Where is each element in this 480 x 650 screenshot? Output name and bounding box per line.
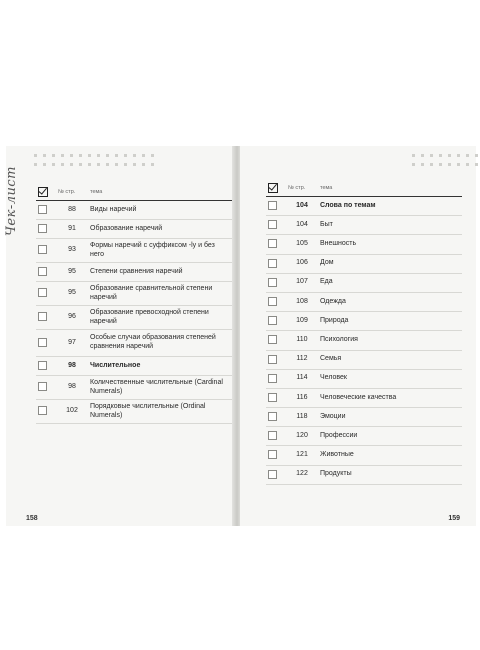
checkbox[interactable]	[268, 335, 277, 344]
checkbox[interactable]	[38, 224, 47, 233]
checkbox-cell	[36, 357, 56, 376]
dot	[421, 154, 424, 157]
dot	[142, 163, 145, 166]
dot	[142, 154, 145, 157]
table-row	[36, 201, 232, 220]
checkbox-cell	[266, 350, 286, 369]
checkbox-cell	[36, 263, 56, 282]
topic-cell: Природа	[318, 312, 462, 331]
topic-cell: Еда	[318, 273, 462, 292]
table-row	[36, 330, 232, 357]
page-number-cell: 116	[286, 388, 318, 407]
topic-cell: Числительное	[88, 357, 232, 376]
table-row	[266, 408, 462, 427]
checkbox-cell	[36, 220, 56, 239]
checkbox[interactable]	[38, 338, 47, 347]
dot	[115, 154, 118, 157]
page-number-cell: 121	[286, 446, 318, 465]
checkbox[interactable]	[268, 278, 277, 287]
checkbox[interactable]	[38, 267, 47, 276]
checkbox[interactable]	[38, 361, 47, 370]
topic-cell: Профессии	[318, 427, 462, 446]
page-number-cell: 95	[56, 282, 88, 306]
topic-col-header: тема	[318, 180, 462, 197]
table-row	[266, 388, 462, 407]
table-row	[36, 306, 232, 330]
dot	[124, 163, 127, 166]
topic-cell: Образование превосходной степени наречий	[88, 306, 232, 330]
checkbox-cell	[266, 235, 286, 254]
dot	[79, 163, 82, 166]
decorative-dots	[34, 154, 154, 166]
dot	[457, 154, 460, 157]
dot	[97, 154, 100, 157]
dot	[88, 163, 91, 166]
checkbox[interactable]	[268, 374, 277, 383]
decorative-dots	[412, 154, 478, 166]
left-page	[6, 146, 234, 526]
table-row	[36, 239, 232, 263]
page-number-cell: 112	[286, 350, 318, 369]
dot	[61, 154, 64, 157]
page-number-cell: 122	[286, 465, 318, 484]
page-number-cell: 97	[56, 330, 88, 357]
checkbox-cell	[266, 408, 286, 427]
checkbox-cell	[36, 400, 56, 424]
dot	[52, 163, 55, 166]
dot	[421, 163, 424, 166]
check-header	[266, 180, 286, 197]
page-number-cell: 95	[56, 263, 88, 282]
table-row	[266, 254, 462, 273]
topic-cell: Внешность	[318, 235, 462, 254]
topic-col-header: тема	[88, 184, 232, 201]
table-row	[36, 282, 232, 306]
page-number-cell: 120	[286, 427, 318, 446]
topic-cell: Слова по темам	[318, 197, 462, 216]
page-number-cell: 104	[286, 216, 318, 235]
table-row	[266, 427, 462, 446]
page-number: 159	[448, 515, 460, 522]
topic-cell: Особые случаи образования степеней сравнения наречий	[88, 330, 232, 357]
topic-cell: Порядковые числительные (Ordinal Numerals)	[88, 400, 232, 424]
table-row	[36, 220, 232, 239]
checkbox[interactable]	[268, 220, 277, 229]
checklist-table-right	[266, 180, 462, 485]
page-col-header: № стр.	[286, 180, 318, 197]
topic-cell: Формы наречий с суффиксом -ly и без него	[88, 239, 232, 263]
checkbox-cell	[266, 446, 286, 465]
topic-cell: Образование наречий	[88, 220, 232, 239]
dot	[70, 163, 73, 166]
checkbox[interactable]	[38, 382, 47, 391]
right-page	[240, 146, 476, 526]
page-number-cell: 91	[56, 220, 88, 239]
table-header	[36, 184, 232, 201]
dot	[466, 154, 469, 157]
dot	[430, 163, 433, 166]
page-number: 158	[26, 515, 38, 522]
dot	[88, 154, 91, 157]
page-number-cell: 88	[56, 201, 88, 220]
checkbox[interactable]	[38, 245, 47, 254]
dot	[448, 163, 451, 166]
page-number-cell: 110	[286, 331, 318, 350]
dot	[124, 154, 127, 157]
checkbox[interactable]	[268, 450, 277, 459]
topic-cell: Одежда	[318, 292, 462, 311]
dot	[133, 163, 136, 166]
table-row	[36, 400, 232, 424]
dot	[79, 154, 82, 157]
table-row	[266, 369, 462, 388]
dot	[52, 154, 55, 157]
page-number-cell: 108	[286, 292, 318, 311]
checkbox[interactable]	[268, 431, 277, 440]
topic-cell: Образование сравнительной степени наречий	[88, 282, 232, 306]
checkbox-cell	[36, 306, 56, 330]
table-row	[266, 292, 462, 311]
dot	[34, 154, 37, 157]
checkbox-cell	[266, 388, 286, 407]
dot	[97, 163, 100, 166]
checkbox[interactable]	[268, 297, 277, 306]
dot	[106, 154, 109, 157]
page-number-cell: 109	[286, 312, 318, 331]
topic-cell: Человеческие качества	[318, 388, 462, 407]
page-number-cell: 102	[56, 400, 88, 424]
topic-cell: Человек	[318, 369, 462, 388]
table-row	[266, 465, 462, 484]
dot	[439, 154, 442, 157]
dot	[61, 163, 64, 166]
checkmark-icon	[38, 187, 48, 197]
checkbox-cell	[266, 369, 286, 388]
topic-cell: Психология	[318, 331, 462, 350]
dot	[412, 163, 415, 166]
dot	[70, 154, 73, 157]
dot	[151, 163, 154, 166]
checkbox[interactable]	[268, 470, 277, 479]
checkbox[interactable]	[268, 239, 277, 248]
checkbox-cell	[266, 312, 286, 331]
checkbox-cell	[36, 330, 56, 357]
checkbox[interactable]	[38, 205, 47, 214]
page-number-cell: 114	[286, 369, 318, 388]
table-row	[36, 263, 232, 282]
dot	[34, 163, 37, 166]
dot	[115, 163, 118, 166]
table-row	[266, 197, 462, 216]
checkbox-cell	[266, 465, 286, 484]
checkbox[interactable]	[268, 355, 277, 364]
book-spread	[0, 146, 480, 526]
page-number-cell: 104	[286, 197, 318, 216]
dot	[439, 163, 442, 166]
page-number-cell: 93	[56, 239, 88, 263]
checkbox-cell	[266, 254, 286, 273]
table-row	[266, 331, 462, 350]
checkbox[interactable]	[268, 259, 277, 268]
side-title: Чек-лист	[4, 166, 19, 237]
topic-cell: Дом	[318, 254, 462, 273]
dot	[43, 154, 46, 157]
checkbox[interactable]	[268, 316, 277, 325]
page-number-cell: 105	[286, 235, 318, 254]
checkbox[interactable]	[268, 201, 277, 210]
dot	[106, 163, 109, 166]
table-row	[36, 376, 232, 400]
page-number-cell: 106	[286, 254, 318, 273]
table-row	[266, 273, 462, 292]
table-row	[266, 446, 462, 465]
topic-cell: Степени сравнения наречий	[88, 263, 232, 282]
topic-cell: Количественные числительные (Cardinal Numerals)	[88, 376, 232, 400]
page-number-cell: 118	[286, 408, 318, 427]
topic-cell: Быт	[318, 216, 462, 235]
page-col-header: № стр.	[56, 184, 88, 201]
checkbox-cell	[266, 197, 286, 216]
checkbox[interactable]	[38, 312, 47, 321]
page-number-cell: 107	[286, 273, 318, 292]
table-row	[266, 216, 462, 235]
dot	[466, 163, 469, 166]
dot	[430, 154, 433, 157]
page-number-cell: 98	[56, 376, 88, 400]
dot	[457, 163, 460, 166]
table-row	[266, 235, 462, 254]
checkbox-cell	[266, 331, 286, 350]
dot	[133, 154, 136, 157]
dot	[412, 154, 415, 157]
table-row	[266, 312, 462, 331]
page-number-cell: 98	[56, 357, 88, 376]
dot	[448, 154, 451, 157]
topic-cell: Эмоции	[318, 408, 462, 427]
checkbox-cell	[266, 427, 286, 446]
checkbox[interactable]	[268, 393, 277, 402]
topic-cell: Продукты	[318, 465, 462, 484]
topic-cell: Животные	[318, 446, 462, 465]
table-row	[36, 357, 232, 376]
checkmark-icon	[268, 183, 278, 193]
topic-cell: Виды наречий	[88, 201, 232, 220]
checkbox[interactable]	[38, 406, 47, 415]
checkbox-cell	[266, 292, 286, 311]
dot	[475, 154, 478, 157]
dot	[475, 163, 478, 166]
checkbox[interactable]	[38, 288, 47, 297]
checkbox-cell	[266, 216, 286, 235]
page-number-cell: 96	[56, 306, 88, 330]
checkbox-cell	[36, 201, 56, 220]
checkbox[interactable]	[268, 412, 277, 421]
table-row	[266, 350, 462, 369]
checkbox-cell	[36, 376, 56, 400]
checkbox-cell	[266, 273, 286, 292]
check-header	[36, 184, 56, 201]
checkbox-cell	[36, 239, 56, 263]
topic-cell: Семья	[318, 350, 462, 369]
dot	[151, 154, 154, 157]
table-header	[266, 180, 462, 197]
checkbox-cell	[36, 282, 56, 306]
dot	[43, 163, 46, 166]
checklist-table-left	[36, 184, 232, 424]
